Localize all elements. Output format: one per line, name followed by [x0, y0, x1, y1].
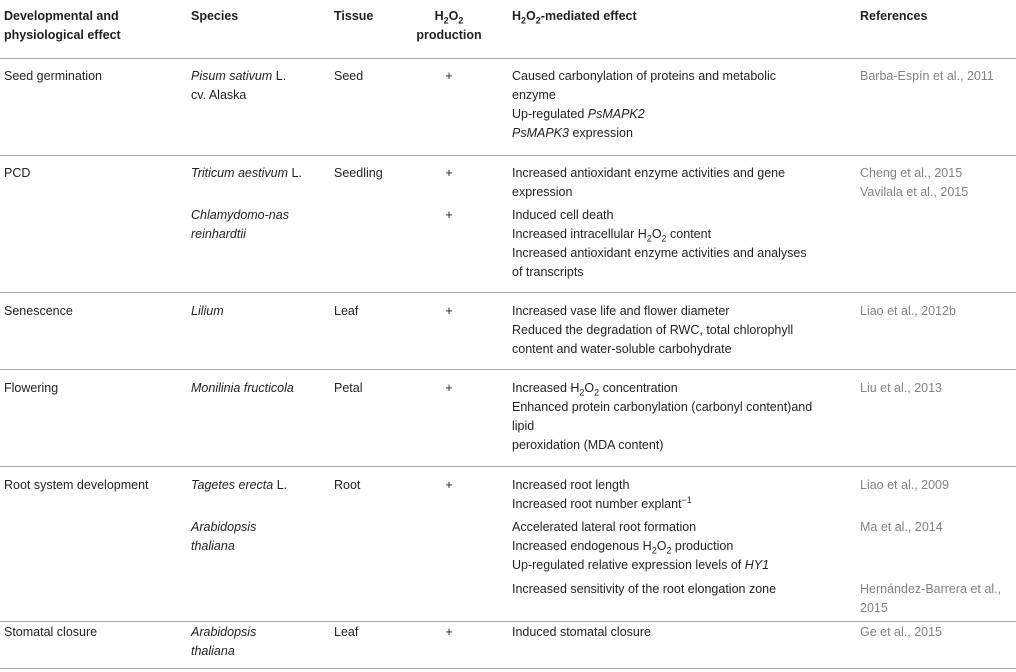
species-cell: Triticum aestivum L.: [191, 166, 302, 180]
tissue-cell: Seedling: [334, 166, 383, 180]
effect-cell: Senescence: [4, 304, 73, 318]
header-tissue: Tissue: [334, 9, 374, 23]
mediated-effect-cell: Caused carbonylation of proteins and metabolic enzyme Up-regulated PsMAPK2 PsMAPK3 expression: [512, 69, 777, 140]
effect-cell: Stomatal closure: [4, 625, 98, 639]
table-row: [0, 293, 1016, 370]
reference-cell: Liu et al., 2013: [860, 381, 943, 395]
table-row: [0, 156, 1016, 293]
reference-cell: Cheng et al., 2015 Vavilala et al., 2015: [860, 166, 969, 199]
mediated-effect-cell: Increased sensitivity of the root elongation zone: [512, 582, 777, 596]
header-effect-line1: Developmental and: [4, 9, 119, 23]
mediated-effect-cell: Increased root length Increased root number explant$^{-1}$: [512, 478, 692, 511]
effect-cell: Seed germination: [4, 69, 102, 83]
tissue-cell: Root: [334, 478, 361, 492]
table-row: [0, 622, 1016, 669]
mediated-effect-cell: Induced stomatal closure: [512, 625, 651, 639]
tissue-cell: Seed: [334, 69, 364, 83]
mediated-effect-cell: Increased $H_2O_2$ concentration Enhanced protein carbonylation (carbonyl content)and lipid peroxidation (MDA content): [512, 381, 813, 452]
reference-cell: Ge et al., 2015: [860, 625, 943, 639]
effect-cell: Flowering: [4, 381, 59, 395]
tissue-cell: Petal: [334, 381, 363, 395]
table-row: [0, 59, 1016, 156]
mediated-effect-cell: Accelerated lateral root formation Increased endogenous $H_2O_2$ production Up-regulated relative expression levels of HY1: [512, 520, 770, 572]
species-cell: Tagetes erecta L.: [191, 478, 288, 492]
species-cell: Arabidopsis thaliana: [191, 520, 257, 553]
effect-cell: PCD: [4, 166, 31, 180]
table-row: [0, 370, 1016, 467]
tissue-cell: Leaf: [334, 304, 359, 318]
reference-cell: Liao et al., 2009: [860, 478, 949, 492]
header-mediated: $H_2O_2$-mediated effect: [512, 9, 637, 26]
mediated-effect-cell: Increased vase life and flower diameter Reduced the degradation of RWC, total chlorophyll content and water-soluble carbohydrate: [512, 304, 794, 356]
header-effect: [4, 7, 121, 45]
production-cell: +: [445, 381, 453, 395]
species-cell: Chlamydomo-nas reinhardtii: [191, 208, 289, 241]
species-cell: Arabidopsis thaliana: [191, 625, 257, 658]
table-row: [0, 467, 1016, 622]
mediated-effect-cell: Induced cell death Increased intracellular $H_2O_2$ content Increased antioxidant enzyme activities and analyses of transcripts: [512, 208, 807, 279]
effect-cell: Root system development: [4, 478, 149, 492]
header-species: Species: [191, 9, 239, 23]
header-production-line2: production: [416, 28, 482, 42]
mediated-effect-cell: Increased antioxidant enzyme activities and gene expression: [512, 166, 786, 199]
species-cell: Pisum sativum L. cv. Alaska: [191, 69, 287, 102]
header-production-line1: $H_2O_2$: [434, 9, 464, 26]
production-cell: +: [445, 208, 453, 222]
production-cell: +: [445, 69, 453, 83]
production-cell: +: [445, 625, 453, 639]
reference-cell: Hernández-Barrera et al., 2015: [860, 582, 1002, 615]
tissue-cell: Leaf: [334, 625, 359, 639]
header-production: [400, 7, 498, 45]
header-references: References: [860, 9, 928, 23]
production-cell: +: [445, 478, 453, 492]
table-header: [0, 0, 1016, 59]
species-cell: Monilinia fructicola: [191, 381, 294, 395]
header-effect-line2: physiological effect: [4, 28, 121, 42]
reference-cell: Ma et al., 2014: [860, 520, 943, 534]
production-cell: +: [445, 304, 453, 318]
reference-cell: Liao et al., 2012b: [860, 304, 956, 318]
reference-cell: Barba-Espín et al., 2011: [860, 69, 994, 83]
species-cell: Lilium: [191, 304, 224, 318]
production-cell: +: [445, 166, 453, 180]
